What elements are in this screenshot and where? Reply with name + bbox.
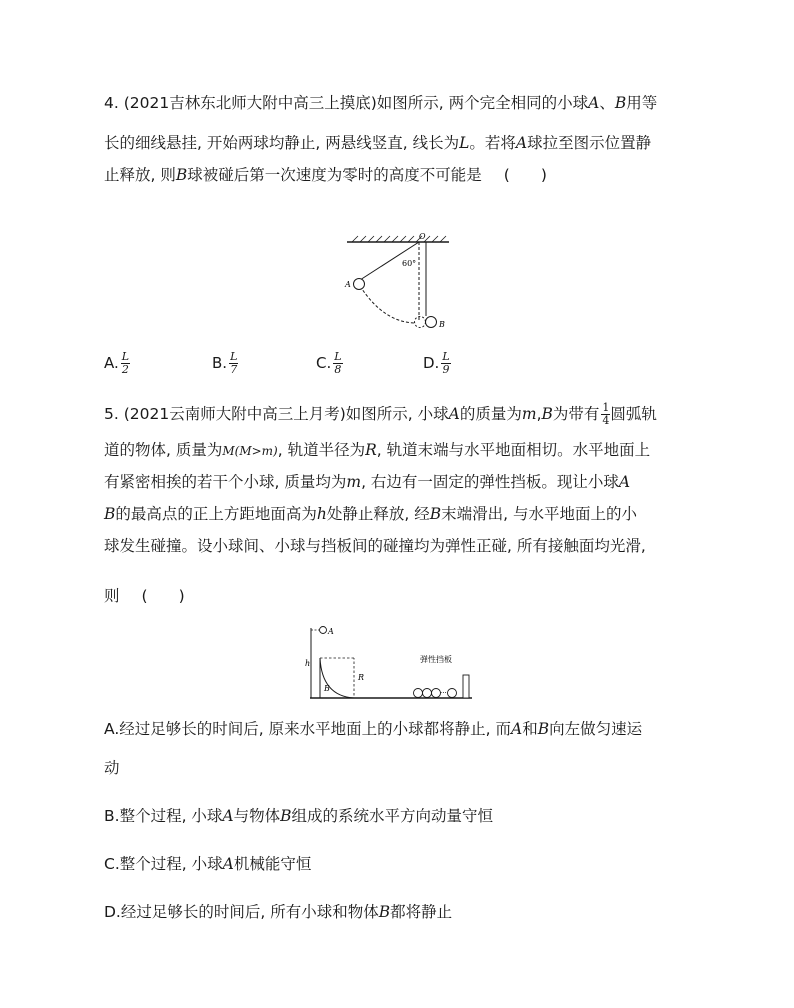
q5-option-a[interactable]: A.经过足够长的时间后, 原来水平地面上的小球都将静止, 而A和B向左做匀速运 <box>104 720 643 738</box>
q4-option-c[interactable]: C. $\frac{L}{8}$ <box>316 350 342 376</box>
q4-option-a[interactable]: A. $\frac{L}{2}$ <box>104 350 130 376</box>
q5-source: (2021云南师大附中高三上月考) <box>123 405 346 423</box>
q4-option-b[interactable]: B. $\frac{L}{7}$ <box>212 350 238 376</box>
q4-pendulum-figure <box>330 230 470 336</box>
q5-line-3: 有紧密相挨的若干个小球, 质量均为m, 右边有一固定的弹性挡板。现让小球A <box>104 473 631 491</box>
q5-option-c[interactable]: C.整个过程, 小球A机械能守恒 <box>104 855 312 873</box>
q4-number: 4. <box>104 94 119 112</box>
q5-option-a-cont: 动 <box>104 759 120 777</box>
answer-blank: ( ) <box>141 587 185 605</box>
q5-line-1: 5. (2021云南师大附中高三上月考)如图所示, 小球A的质量为m,B为带有 $\frac{1}{4}$ 圆弧轨 <box>104 401 657 427</box>
q5-line-5: 球发生碰撞。设小球间、小球与挡板间的碰撞均为弹性正碰, 所有接触面均光滑, <box>104 537 646 555</box>
elastic-barrier <box>463 675 469 698</box>
swing-arc-dashed <box>360 286 416 323</box>
ball-a <box>354 279 365 290</box>
ball-a <box>320 627 327 634</box>
q5-line-6: 则 ( ) <box>104 587 185 605</box>
barrier-label: 弹性挡板 <box>420 655 452 664</box>
angle-label: 60° <box>402 259 417 268</box>
ball-b-label: B <box>439 320 445 329</box>
label-a: A <box>328 627 334 636</box>
ceiling-hatching <box>352 236 446 242</box>
q5-line-2: 道的物体, 质量为M(M>m), 轨道半径为R, 轨道末端与水平地面相切。水平地面上 <box>104 441 651 459</box>
q4-option-d[interactable]: D. $\frac{L}{9}$ <box>423 350 450 376</box>
pivot-label-o: O <box>419 232 426 241</box>
label-h: h <box>305 659 311 668</box>
q5-number: 5. <box>104 405 119 423</box>
ball-a-label: A <box>345 280 351 289</box>
answer-blank: ( ) <box>503 166 547 184</box>
q5-track-figure <box>300 618 490 706</box>
q4-source: (2021吉林东北师大附中高三上摸底) <box>123 94 377 112</box>
q5-line-4: B的最高点的正上方距地面高为h处静止释放, 经B末端滑出, 与水平地面上的小 <box>104 505 637 523</box>
label-r: R <box>358 673 365 682</box>
q5-option-d[interactable]: D.经过足够长的时间后, 所有小球和物体B都将静止 <box>104 903 453 921</box>
q4-line-1: 4. (2021吉林东北师大附中高三上摸底)如图所示, 两个完全相同的小球A、B用等 <box>104 94 658 112</box>
ball-b <box>426 317 437 328</box>
ground-balls <box>414 689 457 698</box>
q4-line-2: 长的细线悬挂, 开始两球均静止, 两悬线竖直, 线长为L。若将A球拉至图示位置静 <box>104 134 652 152</box>
ball-a-dashed-position <box>415 317 426 328</box>
q5-option-b[interactable]: B.整个过程, 小球A与物体B组成的系统水平方向动量守恒 <box>104 807 494 825</box>
ellipsis-dots: ··· <box>440 689 447 697</box>
label-b: B <box>324 684 330 693</box>
quarter-fraction: $\frac{1}{4}$ <box>602 401 610 427</box>
q4-line-3: 止释放, 则B球被碰后第一次速度为零时的高度不可能是 ( ) <box>104 166 547 184</box>
